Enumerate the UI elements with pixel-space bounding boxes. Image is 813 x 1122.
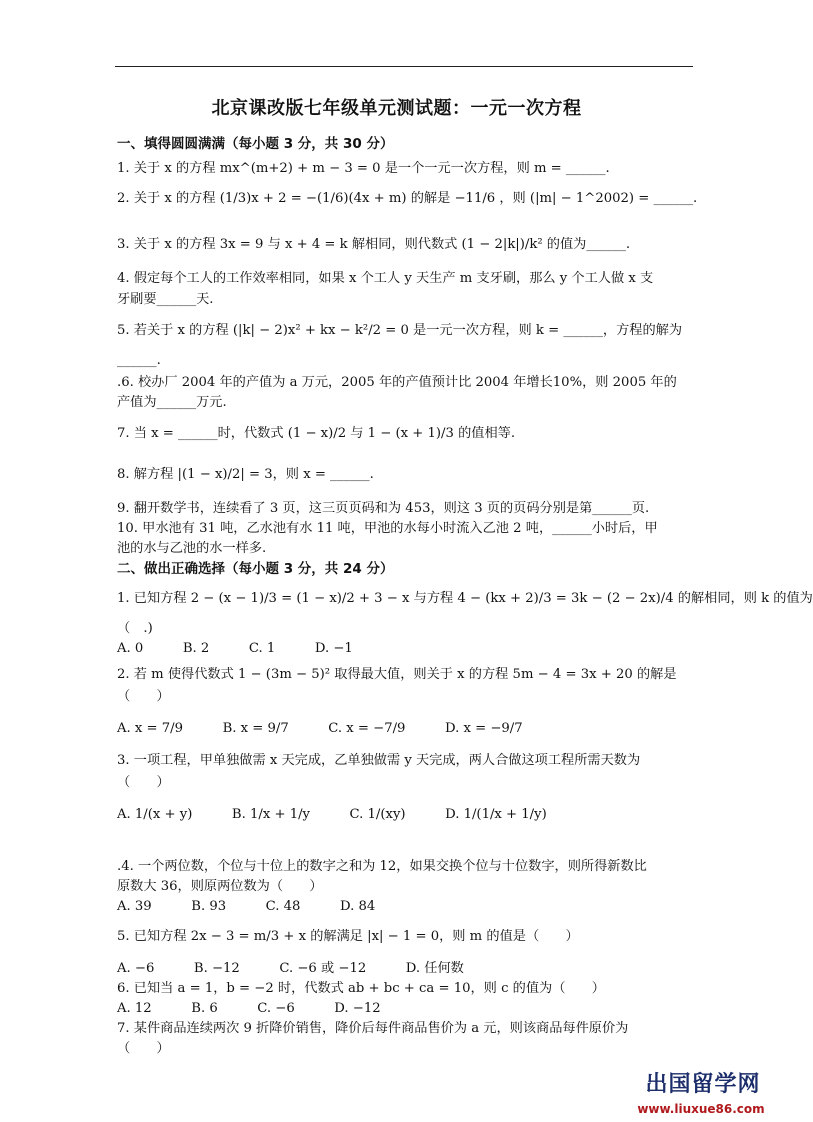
question-line: 牙刷要______天. <box>117 292 214 307</box>
question-line: （ ） <box>117 689 170 704</box>
question-line: （ ） <box>117 775 170 790</box>
page-title: 北京课改版七年级单元测试题：一元一次方程 <box>211 98 582 119</box>
question-line: 3. 关于 x 的方程 3x = 9 与 x + 4 = k 解相同，则代数式 (1 − 2|k|)/k² 的值为______. <box>117 237 631 252</box>
question-line: 5. 已知方程 2x − 3 = m/3 + x 的解满足 |x| − 1 = 0，则 m 的值是（ ） <box>117 929 579 944</box>
question-line: 1. 已知方程 2 − (x − 1)/3 = (1 − x)/2 + 3 − x 与方程 4 − (kx + 2)/3 = 3k − (2 − 2x)/4 的解相同，则 k 的值为 <box>117 591 813 606</box>
question-line: 9. 翻开数学书，连续看了 3 页，这三页页码和为 453，则这 3 页的页码分别是第______页. <box>117 501 650 516</box>
question-line: 3. 一项工程，甲单独做需 x 天完成，乙单独做需 y 天完成，两人合做这项工程所需天数为 <box>117 753 641 768</box>
question-line: 6. 已知当 a = 1，b = −2 时，代数式 ab + bc + ca = 10，则 c 的值为（ ） <box>117 981 605 996</box>
question-line: （ .) <box>117 621 153 636</box>
question-line: 7. 当 x = ______时，代数式 (1 − x)/2 与 1 − (x + 1)/3 的值相等. <box>117 426 516 441</box>
question-line: 产值为______万元. <box>117 395 227 410</box>
question-line: 4. 假定每个工人的工作效率相同，如果 x 个工人 y 天生产 m 支牙刷，那么 y 个工人做 x 支 <box>117 271 654 286</box>
answer-options: A. 12 B. 6 C. −6 D. −12 <box>117 1001 381 1016</box>
question-line: 5. 若关于 x 的方程 (|k| − 2)x² + kx − k²/2 = 0 是一元一次方程，则 k = ______，方程的解为 <box>117 323 683 338</box>
question-line: 2. 若 m 使得代数式 1 − (3m − 5)² 取得最大值，则关于 x 的方程 5m − 4 = 3x + 20 的解是 <box>117 667 677 682</box>
answer-options: A. −6 B. −12 C. −6 或 −12 D. 任何数 <box>117 961 464 976</box>
watermark-url: www.liuxue86.com <box>637 1102 765 1116</box>
question-line: 1. 关于 x 的方程 mx^(m+2) + m − 3 = 0 是一个一元一次方程，则 m = ______. <box>117 161 610 176</box>
question-line: 2. 关于 x 的方程 (1/3)x + 2 = −(1/6)(4x + m) 的解是 −11/6 ，则 (|m| − 1^2002) = ______. <box>117 191 698 206</box>
section-heading: 一、填得圆圆满满（每小题 3 分，共 30 分） <box>117 136 394 152</box>
watermark-logo: 出国留学网 <box>645 1072 761 1097</box>
question-line: .6. 校办厂 2004 年的产值为 a 万元，2005 年的产值预计比 2004 年增长10%，则 2005 年的 <box>117 375 677 390</box>
question-line: 7. 某件商品连续两次 9 折降价销售，降价后每件商品售价为 a 元，则该商品每件原价为 <box>117 1021 629 1036</box>
answer-options: A. 39 B. 93 C. 48 D. 84 <box>117 899 376 914</box>
answer-options: A. x = 7/9 B. x = 9/7 C. x = −7/9 D. x = −9/7 <box>117 721 523 736</box>
answer-options: A. 1/(x + y) B. 1/x + 1/y C. 1/(xy) D. 1/(1/x + 1/y) <box>117 807 547 822</box>
question-line: 原数大 36，则原两位数为（ ） <box>117 879 323 894</box>
question-line: ______. <box>117 353 161 368</box>
question-line: .4. 一个两位数，个位与十位上的数字之和为 12，如果交换个位与十位数字，则所得新数比 <box>117 859 647 874</box>
question-line: 10. 甲水池有 31 吨，乙水池有水 11 吨，甲池的水每小时流入乙池 2 吨，______小时后，甲 <box>117 521 658 536</box>
question-line: 8. 解方程 |(1 − x)/2| = 3，则 x = ______. <box>117 467 374 482</box>
answer-options: A. 0 B. 2 C. 1 D. −1 <box>117 641 353 656</box>
header-rule <box>115 66 693 67</box>
question-line: （ ） <box>117 1041 170 1056</box>
section-heading: 二、做出正确选择（每小题 3 分，共 24 分） <box>117 561 394 577</box>
question-line: 池的水与乙池的水一样多. <box>117 541 267 556</box>
